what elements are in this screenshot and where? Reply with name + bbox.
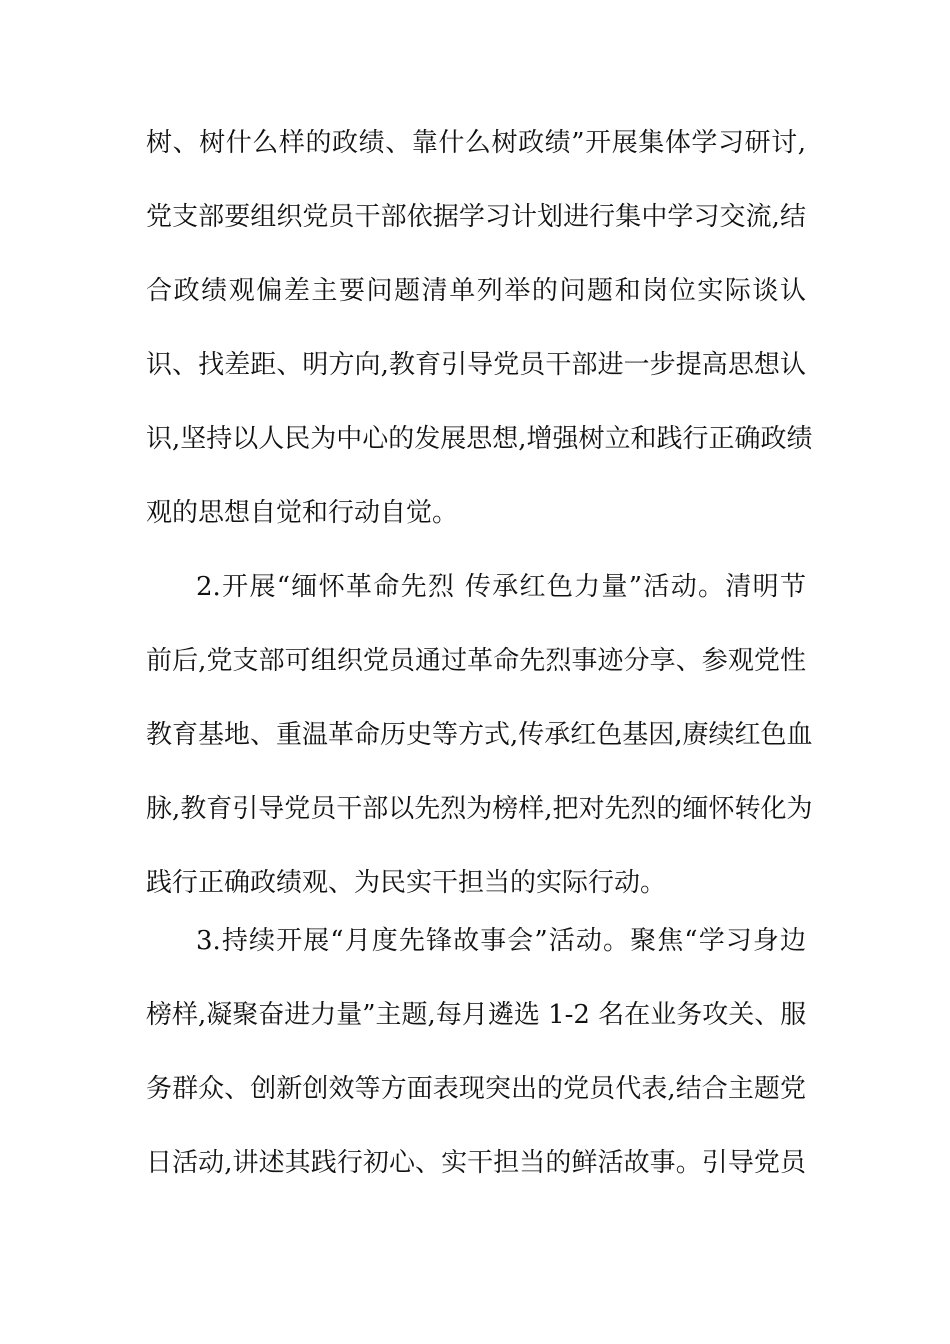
text-line: 榜样,凝聚奋进力量”主题,每月遴选 1-2 名在业务攻关、服 — [146, 1000, 807, 1030]
text-line: 树、树什么样的政绩、靠什么树政绩”开展集体学习研讨, — [146, 128, 806, 158]
text-line: 日活动,讲述其践行初心、实干担当的鲜活故事。引导党员 — [146, 1148, 806, 1178]
text-line: 识,坚持以人民为中心的发展思想,增强树立和践行正确政绩 — [146, 424, 813, 454]
text-line: 党支部要组织党员干部依据学习计划进行集中学习交流,结 — [146, 202, 806, 232]
text-line: 观的思想自觉和行动自觉。 — [146, 498, 459, 528]
text-line: 教育基地、重温革命历史等方式,传承红色基因,赓续红色血 — [146, 720, 813, 750]
text-line: 脉,教育引导党员干部以先烈为榜样,把对先烈的缅怀转化为 — [146, 794, 813, 824]
text-line: 务群众、创新创效等方面表现突出的党员代表,结合主题党 — [146, 1074, 806, 1104]
text-line: 合政绩观偏差主要问题清单列举的问题和岗位实际谈认 — [146, 276, 806, 306]
text-line: 识、找差距、明方向,教育引导党员干部进一步提高思想认 — [146, 350, 806, 380]
paragraph-2-first-line: 2.开展“缅怀革命先烈 传承红色力量”活动。清明节 — [196, 572, 806, 602]
paragraph-3-first-line: 3.持续开展“月度先锋故事会”活动。聚焦“学习身边 — [196, 926, 806, 956]
text-line: 践行正确政绩观、为民实干担当的实际行动。 — [146, 868, 667, 898]
text-line: 前后,党支部可组织党员通过革命先烈事迹分享、参观党性 — [146, 646, 806, 676]
